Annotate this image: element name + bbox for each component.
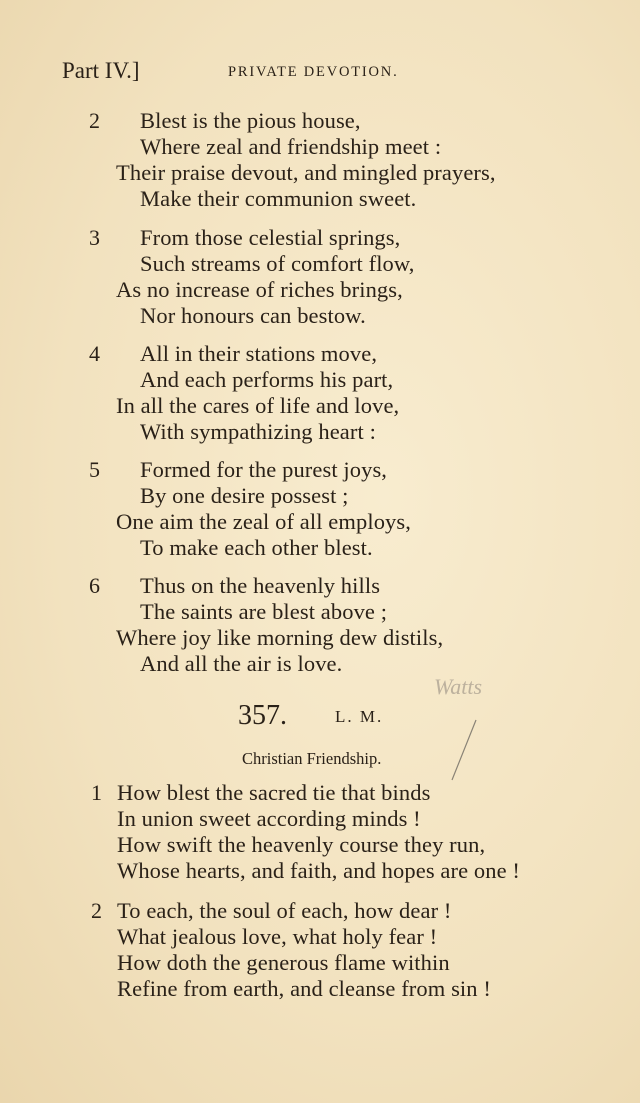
stanza-number: 2 — [89, 108, 100, 133]
verse-line: With sympathizing heart : — [140, 419, 376, 444]
stanza-number: 5 — [89, 457, 100, 482]
verse-line: The saints are blest above ; — [140, 599, 388, 624]
verse-line: By one desire possest ; — [140, 483, 349, 508]
running-header — [62, 58, 582, 88]
verse-line: Nor honours can bestow. — [140, 303, 366, 328]
verse-line: Where joy like morning dew distils, — [116, 625, 444, 650]
verse-line: What jealous love, what holy fear ! — [117, 924, 438, 949]
stanza-number: 6 — [89, 573, 100, 598]
verse-line: Thus on the heavenly hills — [140, 573, 381, 598]
stanza-number: 3 — [89, 225, 100, 250]
stanza-number: 1 — [91, 780, 102, 805]
verse-line: And each performs his part, — [140, 367, 394, 392]
verse-line: Blest is the pious house, — [140, 108, 361, 133]
verse-line: Where zeal and friendship meet : — [140, 134, 442, 159]
verse-line: To each, the soul of each, how dear ! — [117, 898, 452, 923]
verse-line: Formed for the purest joys, — [140, 457, 388, 482]
section-title: PRIVATE DEVOTION. — [228, 64, 399, 80]
verse-line: From those celestial springs, — [140, 225, 401, 250]
verse-line: And all the air is love. — [140, 651, 343, 676]
hymn-number: 357. — [238, 700, 287, 731]
verse-line: In all the cares of life and love, — [116, 393, 400, 418]
stanza-number: 4 — [89, 341, 100, 366]
verse-line: In union sweet according minds ! — [117, 806, 421, 831]
verse-line: How blest the sacred tie that binds — [117, 780, 431, 805]
pencil-annotation — [430, 672, 520, 782]
verse-line: Their praise devout, and mingled prayers, — [116, 160, 496, 185]
verse-line: How swift the heavenly course they run, — [117, 832, 486, 857]
stanza-number: 2 — [91, 898, 102, 923]
verse-line: Make their communion sweet. — [140, 186, 417, 211]
verse-line: How doth the generous flame within — [117, 950, 450, 975]
verse-line: One aim the zeal of all employs, — [116, 509, 411, 534]
annotation-text: Watts — [434, 674, 483, 699]
verse-line: All in their stations move, — [140, 341, 378, 366]
part-label: Part IV.] — [62, 58, 140, 83]
hymn-meter: L. M. — [335, 707, 384, 726]
verse-line: As no increase of riches brings, — [116, 277, 403, 302]
verse-line: Whose hearts, and faith, and hopes are one ! — [117, 858, 520, 883]
hymn-subtitle: Christian Friendship. — [242, 749, 382, 768]
verse-line: Refine from earth, and cleanse from sin ! — [117, 976, 491, 1001]
verse-line: To make each other blest. — [140, 535, 373, 560]
verse-line: Such streams of comfort flow, — [140, 251, 415, 276]
